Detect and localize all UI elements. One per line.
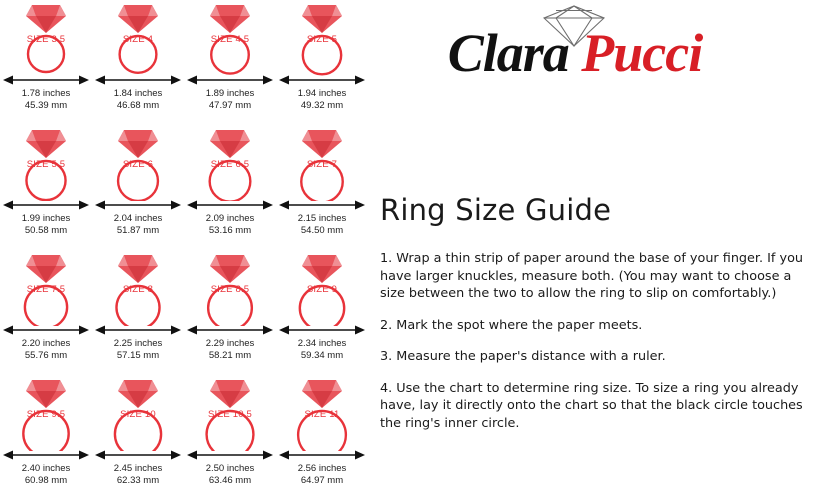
ring-size-cell <box>92 375 184 500</box>
ring-size-label: SIZE 7.5 <box>26 284 66 295</box>
ring-size-cell <box>92 250 184 375</box>
ring-measurement <box>184 463 276 487</box>
ring-measure-inches: 2.29 inches <box>205 338 255 349</box>
measure-arrow <box>95 324 181 336</box>
ring-illustration <box>184 0 276 74</box>
ring-measure-inches: 2.09 inches <box>205 213 255 224</box>
ring-size-label: SIZE 6.5 <box>210 159 250 170</box>
ring-measurement <box>184 338 276 362</box>
ring-measure-inches: 2.20 inches <box>21 338 71 349</box>
ring-measure-inches: 2.40 inches <box>21 463 71 474</box>
ring-size-label: SIZE 9.5 <box>26 409 66 420</box>
ring-size-cell <box>276 375 368 500</box>
ring-size-label: SIZE 9 <box>306 284 338 295</box>
instruction-list <box>380 250 820 446</box>
measure-arrow <box>279 74 365 86</box>
ring-size-cell <box>276 250 368 375</box>
ring-size-cell <box>276 125 368 250</box>
ring-size-label: SIZE 10 <box>120 409 156 420</box>
ring-measurement <box>0 338 92 362</box>
ring-measure-mm: 46.68 mm <box>116 100 160 111</box>
ring-size-label: SIZE 10.5 <box>207 409 253 420</box>
ring-measure-mm: 47.97 mm <box>208 100 252 111</box>
page-title: Ring Size Guide <box>380 193 612 227</box>
ring-size-label: SIZE 5.5 <box>26 159 66 170</box>
ring-measure-mm: 53.16 mm <box>208 225 252 236</box>
measure-arrow <box>95 449 181 461</box>
measure-arrow <box>95 199 181 211</box>
ring-illustration <box>184 250 276 324</box>
instruction-step: 1. Wrap a thin strip of paper around the base of your finger. If you have larger knuckles, measure both. (You may want to choose a size between the two to allow the ring to slip on comfortably.) <box>380 251 804 301</box>
ring-measure-inches: 2.50 inches <box>205 463 255 474</box>
ring-measure-mm: 55.76 mm <box>24 350 68 361</box>
ring-size-label: SIZE 3.5 <box>26 34 66 45</box>
instruction-step: 4. Use the chart to determine ring size. To size a ring you already have, lay it directly onto the chart so that the black circle touches the ring's inner circle. <box>380 380 803 431</box>
ring-size-label: SIZE 5 <box>306 34 338 45</box>
ring-measurement <box>92 338 184 362</box>
ring-illustration <box>276 250 368 324</box>
guide-panel <box>372 0 839 501</box>
ring-illustration <box>92 375 184 449</box>
ring-illustration <box>92 125 184 199</box>
ring-measurement <box>184 213 276 237</box>
ring-measure-mm: 51.87 mm <box>116 225 160 236</box>
ring-size-cell <box>0 250 92 375</box>
ring-size-cell <box>0 0 92 125</box>
measure-arrow <box>187 199 273 211</box>
ring-size-cell <box>92 0 184 125</box>
ring-measurement <box>92 463 184 487</box>
ring-illustration <box>92 0 184 74</box>
ring-measure-inches: 1.94 inches <box>297 88 347 99</box>
measure-arrow <box>279 449 365 461</box>
brand-name-second: Pucci <box>581 23 703 83</box>
ring-measurement <box>276 338 368 362</box>
ring-measure-mm: 63.46 mm <box>208 475 252 486</box>
ring-size-cell <box>92 125 184 250</box>
measure-arrow <box>3 199 89 211</box>
ring-measurement <box>0 463 92 487</box>
instruction-step: 3. Measure the paper's distance with a ruler. <box>380 349 666 364</box>
ring-size-label: SIZE 4 <box>122 34 154 45</box>
instruction-step: 2. Mark the spot where the paper meets. <box>380 317 643 333</box>
ring-measure-mm: 57.15 mm <box>116 350 160 361</box>
measure-arrow <box>3 324 89 336</box>
ring-measure-inches: 1.78 inches <box>21 88 71 99</box>
ring-illustration <box>0 375 92 449</box>
ring-measure-mm: 58.21 mm <box>208 350 252 361</box>
ring-measure-mm: 45.39 mm <box>24 100 68 111</box>
ring-measurement <box>92 213 184 237</box>
ring-size-label: SIZE 4.5 <box>210 34 250 45</box>
ring-size-cell <box>276 0 368 125</box>
ring-size-cell <box>184 250 276 375</box>
ring-measure-inches: 2.15 inches <box>297 213 347 224</box>
brand-name-first: Clara <box>447 23 569 83</box>
ring-measurement <box>276 213 368 237</box>
ring-measure-inches: 1.99 inches <box>21 213 71 224</box>
ring-measure-inches: 2.04 inches <box>113 213 163 224</box>
ring-illustration <box>0 125 92 199</box>
ring-size-cell <box>184 375 276 500</box>
ring-illustration <box>276 375 368 449</box>
ring-illustration <box>92 250 184 324</box>
ring-size-cell <box>0 125 92 250</box>
measure-arrow <box>187 449 273 461</box>
ring-measurement <box>0 88 92 112</box>
brand-logo <box>380 4 770 100</box>
ring-size-label: SIZE 7 <box>306 159 338 170</box>
ring-size-label: SIZE 8.5 <box>210 284 250 295</box>
measure-arrow <box>187 74 273 86</box>
ring-measurement <box>184 88 276 112</box>
ring-measure-inches: 1.84 inches <box>113 88 163 99</box>
measure-arrow <box>279 324 365 336</box>
ring-illustration <box>184 125 276 199</box>
ring-measure-mm: 64.97 mm <box>300 475 344 486</box>
measure-arrow <box>95 74 181 86</box>
ring-measurement <box>0 213 92 237</box>
ring-measure-inches: 2.45 inches <box>113 463 163 474</box>
ring-measure-mm: 50.58 mm <box>24 225 68 236</box>
ring-illustration <box>276 125 368 199</box>
ring-illustration <box>0 0 92 74</box>
ring-measurement <box>92 88 184 112</box>
ring-measurement <box>276 88 368 112</box>
ring-measure-mm: 54.50 mm <box>300 225 344 236</box>
ring-illustration <box>184 375 276 449</box>
ring-measure-mm: 62.33 mm <box>116 475 160 486</box>
ring-size-chart <box>0 0 368 501</box>
ring-size-cell <box>184 125 276 250</box>
ring-size-label: SIZE 11 <box>304 409 340 420</box>
ring-measure-inches: 2.56 inches <box>297 463 347 474</box>
ring-measure-mm: 59.34 mm <box>300 350 344 361</box>
measure-arrow <box>3 74 89 86</box>
ring-size-label: SIZE 6 <box>122 159 154 170</box>
ring-size-cell <box>0 375 92 500</box>
ring-size-label: SIZE 8 <box>122 284 154 295</box>
ring-measure-inches: 2.34 inches <box>297 338 347 349</box>
ring-illustration <box>0 250 92 324</box>
measure-arrow <box>3 449 89 461</box>
ring-measure-inches: 1.89 inches <box>205 88 255 99</box>
ring-measure-inches: 2.25 inches <box>113 338 163 349</box>
ring-size-cell <box>184 0 276 125</box>
brand-wordmark <box>380 22 770 84</box>
ring-measure-mm: 49.32 mm <box>300 100 344 111</box>
ring-measurement <box>276 463 368 487</box>
measure-arrow <box>279 199 365 211</box>
ring-illustration <box>276 0 368 74</box>
ring-measure-mm: 60.98 mm <box>24 475 68 486</box>
measure-arrow <box>187 324 273 336</box>
